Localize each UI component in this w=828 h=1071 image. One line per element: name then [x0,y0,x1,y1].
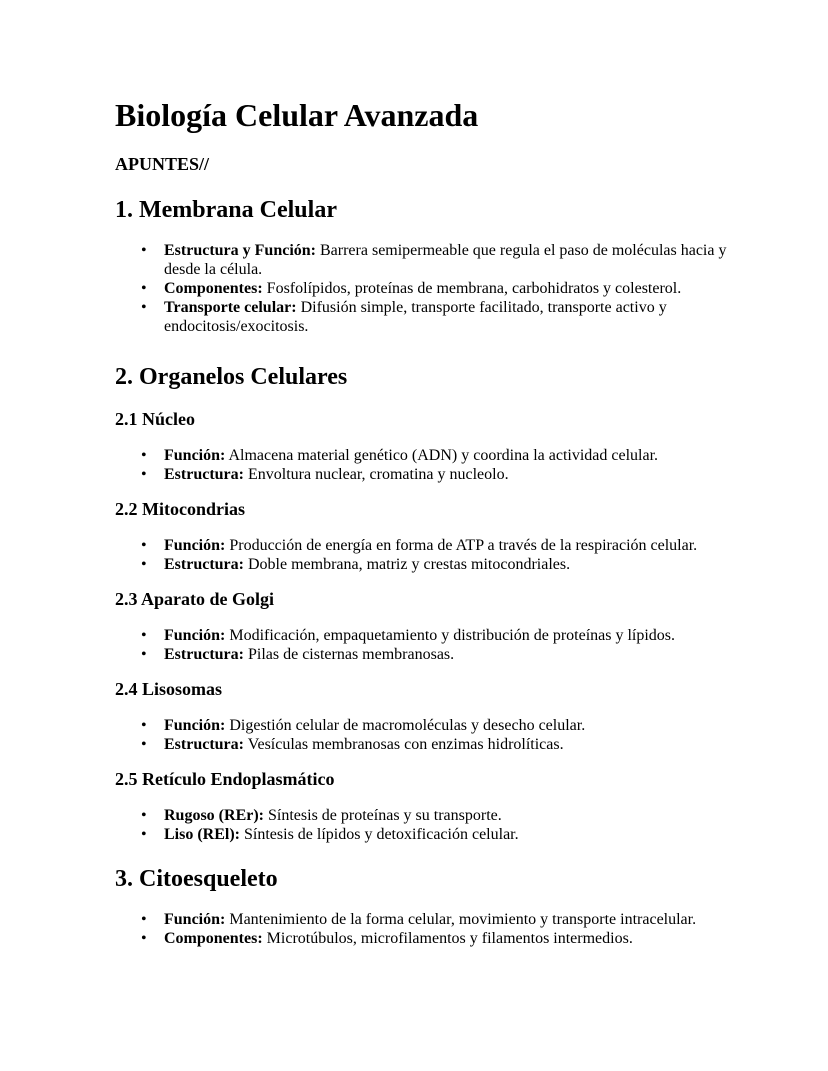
item-term: Componentes: [164,930,263,947]
item-term: Estructura: [164,646,244,663]
item-text: Vesículas membranosas con enzimas hidrolíticas. [243,736,564,753]
list-item [141,626,728,645]
bullet-list-citoesqueleto [115,910,728,948]
list-item [141,716,728,735]
bullet-icon: • [141,911,147,928]
list-item [141,645,728,664]
item-text: Envoltura nuclear, cromatina y nucleolo. [243,466,509,483]
item-text: Fosfolípidos, proteínas de membrana, carbohidratos y colesterol. [262,280,682,297]
bullet-list-reticulo [115,806,728,844]
list-item [141,735,728,754]
bullet-icon: • [141,537,147,554]
bullet-icon: • [141,930,147,947]
item-text: Síntesis de proteínas y su transporte. [264,807,502,824]
item-text: Síntesis de lípidos y detoxificación celular. [240,826,519,843]
subsection-title-lisosomas: 2.4 Lisosomas [115,679,223,699]
bullet-icon: • [141,627,147,644]
bullet-list-lisosomas [115,716,728,754]
list-item [141,555,728,574]
subsection-title-golgi: 2.3 Aparato de Golgi [115,589,275,609]
bullet-icon: • [141,717,147,734]
bullet-icon: • [141,242,147,259]
item-text: Pilas de cisternas membranosas. [243,646,455,663]
item-text: Almacena material genético (ADN) y coordina la actividad celular. [225,447,659,464]
list-item [141,825,728,844]
bullet-icon: • [141,466,147,483]
list-item [141,241,728,279]
item-term: Estructura: [164,466,244,483]
item-term: Estructura: [164,556,244,573]
item-text: Doble membrana, matriz y crestas mitocondriales. [243,556,571,573]
item-text: Microtúbulos, microfilamentos y filamentos intermedios. [262,930,633,947]
document-title: Biología Celular Avanzada [115,97,479,133]
list-item [141,536,728,555]
item-text: Modificación, empaquetamiento y distribución de proteínas y lípidos. [225,627,676,644]
item-text: Mantenimiento de la forma celular, movimiento y transporte intracelular. [225,911,697,928]
bullet-list-nucleo [115,446,728,484]
section-title-citoesqueleto: 3. Citoesqueleto [115,866,278,892]
list-item [141,910,728,929]
item-term: Función: [164,627,226,644]
subsection-title-reticulo: 2.5 Retículo Endoplasmático [115,769,335,789]
bullet-list-golgi [115,626,728,664]
document-subtitle: APUNTES// [115,154,210,174]
list-item [141,446,728,465]
item-term: Rugoso (REr): [164,807,264,824]
item-term: Función: [164,717,226,734]
bullet-icon: • [141,556,147,573]
bullet-list-membrana [115,241,728,336]
item-term: Estructura y Función: [164,242,316,259]
bullet-icon: • [141,826,147,843]
item-text: Barrera semipermeable que regula el paso de moléculas hacia y desde la célula. [164,242,727,278]
subsection-title-mitocondrias: 2.2 Mitocondrias [115,499,245,519]
item-term: Función: [164,911,226,928]
item-term: Componentes: [164,280,263,297]
subsection-title-nucleo: 2.1 Núcleo [115,409,195,429]
list-item [141,929,728,948]
list-item [141,465,728,484]
item-text: Difusión simple, transporte facilitado, transporte activo y endocitosis/exocitosis. [164,299,667,335]
item-text: Producción de energía en forma de ATP a través de la respiración celular. [225,537,698,554]
item-term: Función: [164,537,226,554]
bullet-icon: • [141,646,147,663]
item-term: Liso (REl): [164,826,240,843]
item-term: Transporte celular: [164,299,297,316]
list-item [141,806,728,825]
section-title-organelos: 2. Organelos Celulares [115,364,348,390]
bullet-icon: • [141,299,147,316]
item-term: Función: [164,447,226,464]
bullet-icon: • [141,736,147,753]
bullet-icon: • [141,807,147,824]
bullet-list-mitocondrias [115,536,728,574]
bullet-icon: • [141,280,147,297]
item-text: Digestión celular de macromoléculas y desecho celular. [225,717,586,734]
list-item [141,279,728,298]
section-title-membrana: 1. Membrana Celular [115,197,337,223]
list-item [141,298,728,336]
item-term: Estructura: [164,736,244,753]
bullet-icon: • [141,447,147,464]
